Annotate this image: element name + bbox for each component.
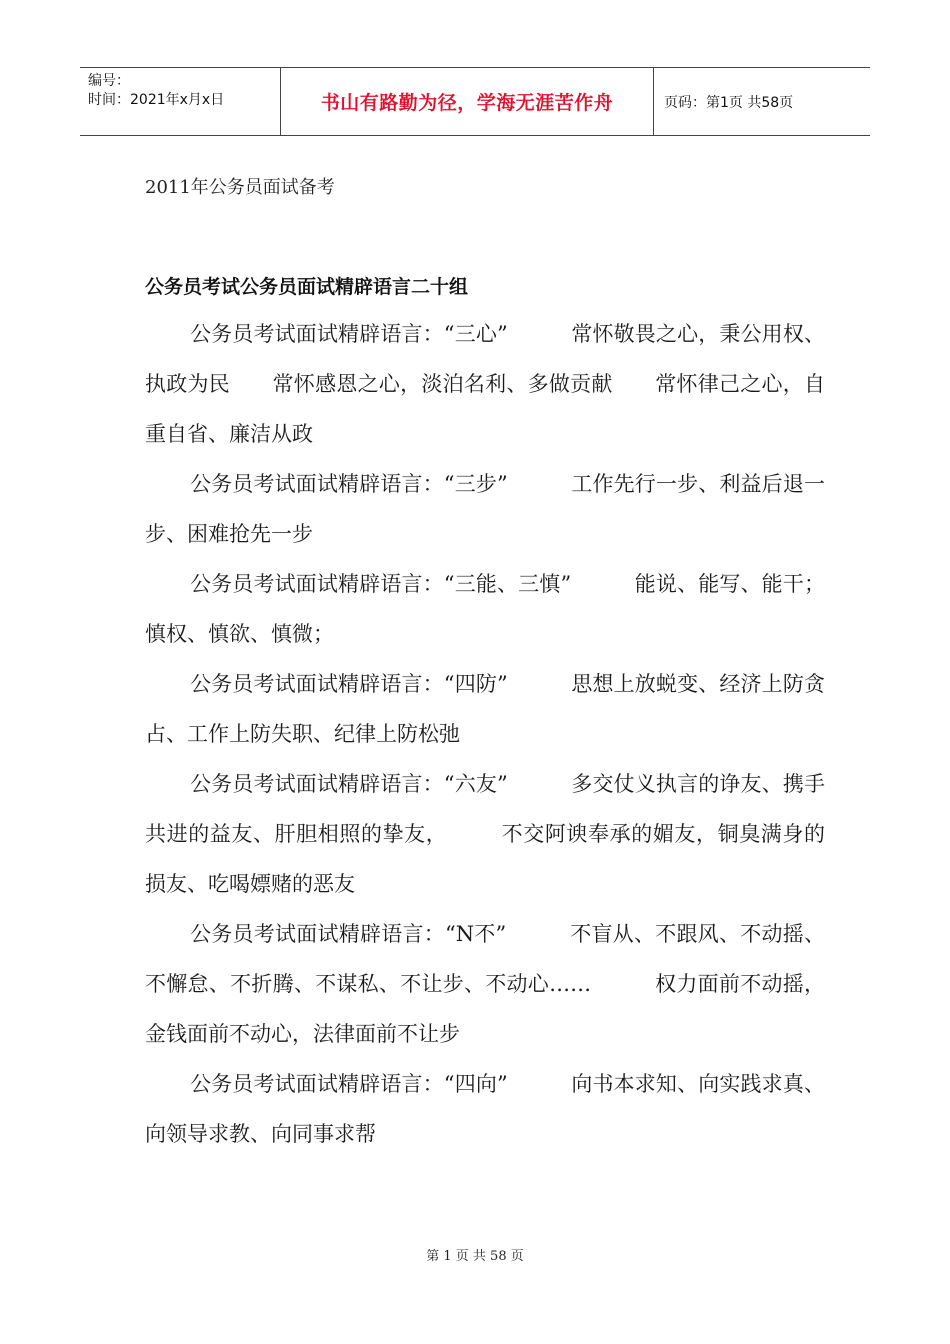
document-header bbox=[80, 67, 870, 136]
header-motto: 书山有路勤为径，学海无涯苦作舟 bbox=[281, 68, 654, 135]
header-meta bbox=[80, 68, 281, 135]
date-line: 时间：2021年x月x日 bbox=[88, 92, 225, 108]
document-intro: 2011年公务员面试备考 bbox=[145, 177, 335, 198]
paragraph-si-xiang: 公务员考试面试精辟语言：“四向” 向书本求知、向实践求真、向领导求教、向同事求帮 bbox=[145, 1072, 825, 1146]
paragraph-san-bu: 公务员考试面试精辟语言：“三步” 工作先行一步、利益后退一步、困难抢先一步 bbox=[145, 472, 825, 546]
page-footer: 第 1 页 共 58 页 bbox=[426, 1249, 524, 1264]
paragraph-n-bu: 公务员考试面试精辟语言：“N不” 不盲从、不跟风、不动摇、不懈怠、不折腾、不谋私、不让步、不动心…… 权力面前不动摇，金钱面前不动心，法律面前不让步 bbox=[145, 922, 825, 1046]
paragraph-san-xin: 公务员考试面试精辟语言：“三心” 常怀敬畏之心，秉公用权、执政为民 常怀感恩之心，淡泊名利、多做贡献 常怀律己之心，自重自省、廉洁从政 bbox=[145, 322, 825, 446]
serial-label: 编号： bbox=[88, 73, 130, 89]
document-heading: 公务员考试公务员面试精辟语言二十组 bbox=[145, 276, 469, 298]
header-page-info: 页码：第1页 共58页 bbox=[664, 94, 794, 111]
paragraph-si-fang: 公务员考试面试精辟语言：“四防” 思想上放蜕变、经济上防贪占、工作上防失职、纪律上防松弛 bbox=[145, 672, 825, 746]
paragraph-liu-you: 公务员考试面试精辟语言：“六友” 多交仗义执言的诤友、携手共进的益友、肝胆相照的挚友， 不交阿谀奉承的媚友，铜臭满身的损友、吃喝嫖赌的恶友 bbox=[145, 772, 825, 896]
document-body bbox=[145, 309, 825, 1159]
paragraph-san-neng-san-shen: 公务员考试面试精辟语言：“三能、三慎” 能说、能写、能干；慎权、慎欲、慎微； bbox=[145, 572, 825, 646]
